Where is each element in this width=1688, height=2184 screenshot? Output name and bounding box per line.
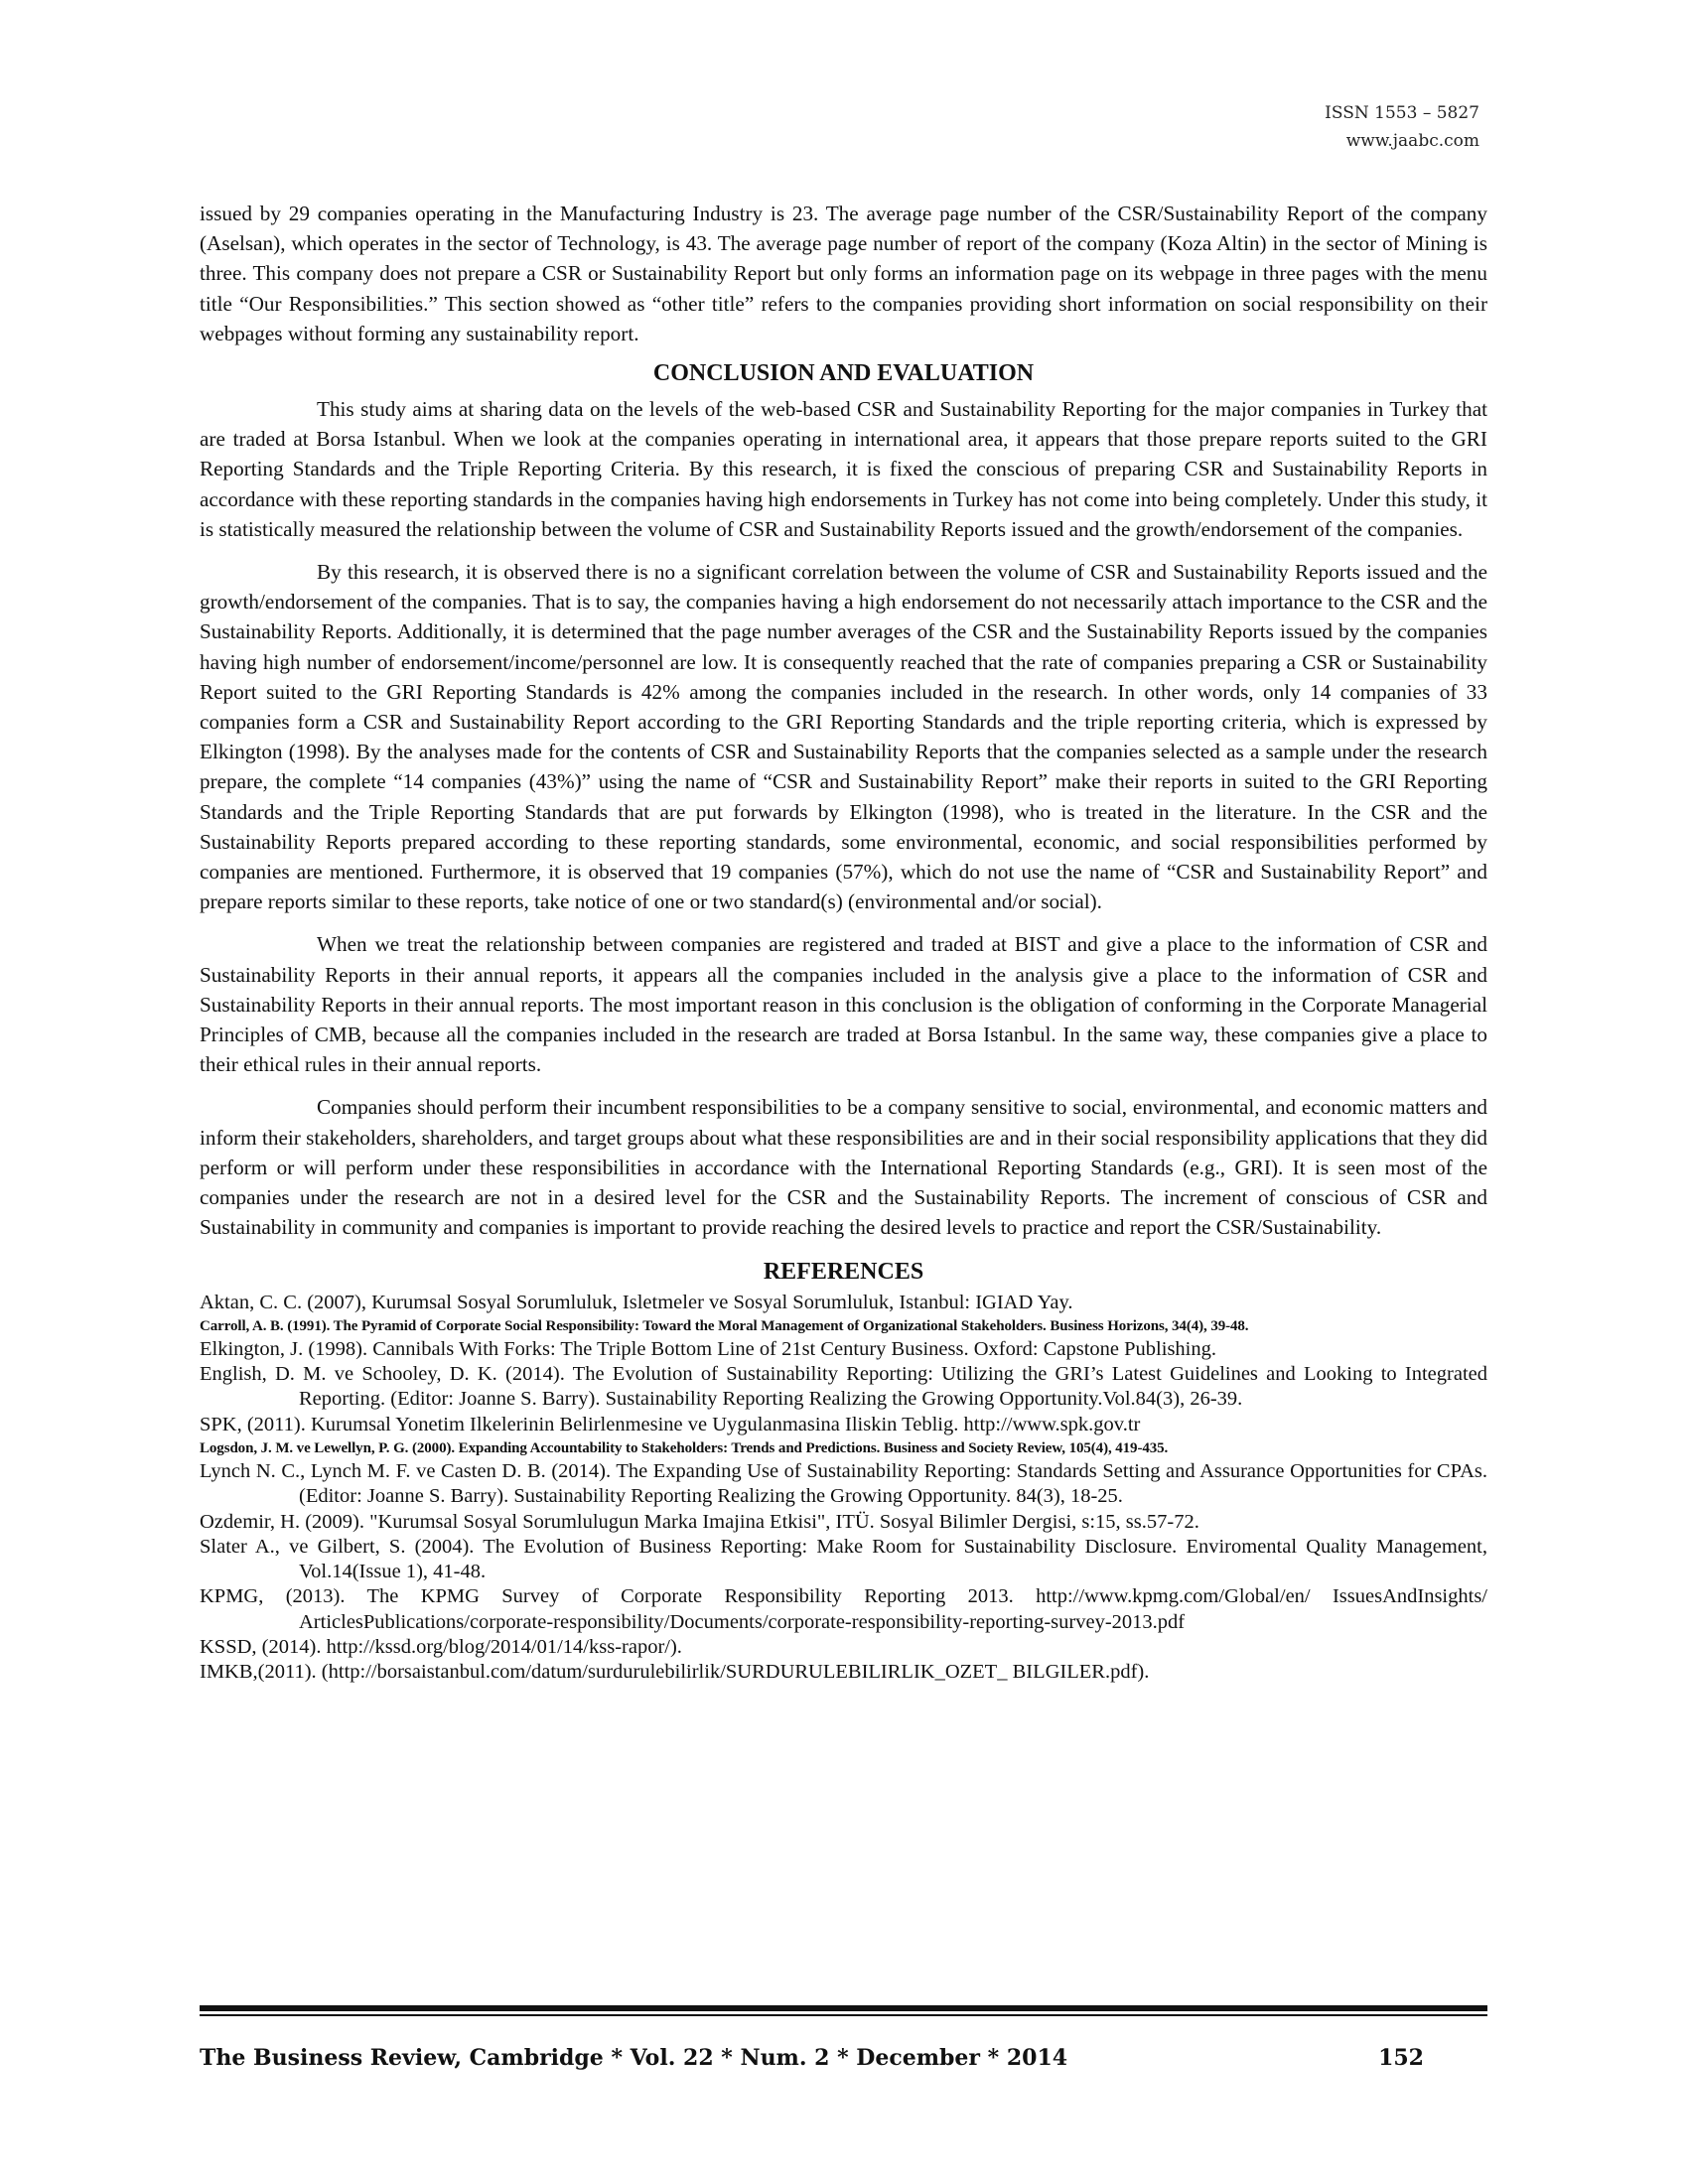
main-content	[200, 199, 1487, 1686]
page-footer	[200, 2043, 1487, 2073]
reference-item: SPK, (2011). Kurumsal Yonetim Ilkelerinin Belirlenmesine ve Uygulanmasina Iliskin Teblig. http://www.spk.gov.tr	[200, 1413, 1141, 1435]
journal-website: www.jaabc.com	[1345, 131, 1479, 151]
reference-item: Lynch N. C., Lynch M. F. ve Casten D. B. (2014). The Expanding Use of Sustainability Reporting: Standards Setting and Assurance Opportunities for CPAs. (Editor: Joanne S. Barry). Sustainability Reporting Realizing the Growing Opportunity. 84(3), 18-25.	[200, 1459, 1487, 1508]
conclusion-paragraph: By this research, it is observed there is no a significant correlation between the volume of CSR and Sustainability Reports issued and the growth/endorsement of the companies. That is to say, the companies having a high endorsement do not necessarily attach importance to the CSR and the Sustainability Reports. Additionally, it is determined that the page number averages of the CSR and the Sustainability Reports issued by the companies having high number of endorsement/income/personnel are low. It is consequently reached that the rate of companies preparing a CSR or Sustainability Report suited to the GRI Reporting Standards is 42% among the companies included in the research. In other words, only 14 companies of 33 companies form a CSR and Sustainability Report according to the GRI Reporting Standards and the triple reporting criteria, which is expressed by Elkington (1998). By the analyses made for the contents of CSR and Sustainability Reports that the companies selected as a sample under the research prepare, the complete “14 companies (43%)” using the name of “CSR and Sustainability Report” make their reports in suited to the GRI Reporting Standards and the Triple Reporting Standards that are put forwards by Elkington (1998), who is treated in the literature. In the CSR and the Sustainability Reports prepared according to these reporting standards, some environmental, economic, and social responsibilities performed by companies are mentioned. Furthermore, it is observed that 19 companies (57%), which do not use the name of “CSR and Sustainability Report” and prepare reports similar to these reports, take notice of one or two standard(s) (environmental and/or social).	[200, 560, 1487, 914]
footer-divider	[200, 2005, 1487, 2011]
references-heading: REFERENCES	[763, 1258, 924, 1285]
conclusion-paragraph: This study aims at sharing data on the levels of the web-based CSR and Sustainability Reporting for the major companies in Turkey that are traded at Borsa Istanbul. When we look at the companies operating in international area, it appears that those prepare reports suited to the GRI Reporting Standards and the Triple Reporting Criteria. By this research, it is fixed the conscious of preparing CSR and Sustainability Reports in accordance with these reporting standards in the companies having high endorsements in Turkey has not come into being completely. Under this study, it is statistically measured the relationship between the volume of CSR and Sustainability Reports issued and the growth/endorsement of the companies.	[200, 397, 1487, 541]
reference-item: KPMG, (2013). The KPMG Survey of Corporate Responsibility Reporting 2013. http://www.kpmg.com/Global/en/ IssuesAndInsights/ ArticlesPublications/corporate-responsibility/Documents/corporate-responsibility-reporting-survey-2013.pdf	[200, 1585, 1487, 1633]
reference-item: KSSD, (2014). http://kssd.org/blog/2014/01/14/kss-rapor/).	[200, 1636, 682, 1659]
reference-item: Ozdemir, H. (2009). "Kurumsal Sosyal Sorumlulugun Marka Imajina Etkisi", ITÜ. Sosyal Bilimler Dergisi, s:15, ss.57-72.	[200, 1510, 1199, 1533]
reference-item: Elkington, J. (1998). Cannibals With Forks: The Triple Bottom Line of 21st Century Business. Oxford: Capstone Publishing.	[200, 1337, 1216, 1360]
reference-item: Logsdon, J. M. ve Lewellyn, P. G. (2000). Expanding Accountability to Stakeholders: Trends and Predictions. Business and Society Review, 105(4), 419-435.	[200, 1439, 1169, 1456]
reference-item: English, D. M. ve Schooley, D. K. (2014). The Evolution of Sustainability Reporting: Utilizing the GRI’s Latest Guidelines and Looking to Integrated Reporting. (Editor: Joanne S. Barry). Sustainability Reporting Realizing the Growing Opportunity.Vol.84(3), 26-39.	[200, 1363, 1487, 1411]
reference-item: Carroll, A. B. (1991). The Pyramid of Corporate Social Responsibility: Toward the Moral Management of Organizational Stakeholders. Business Horizons, 34(4), 39-48.	[200, 1317, 1249, 1334]
reference-item: Aktan, C. C. (2007), Kurumsal Sosyal Sorumluluk, Isletmeler ve Sosyal Sorumluluk, Istanbul: IGIAD Yay.	[200, 1291, 1073, 1313]
footer-divider-thin	[200, 2014, 1487, 2016]
references-list	[200, 1291, 1487, 1686]
conclusion-paragraph: When we treat the relationship between companies are registered and traded at BIST and give a place to the information of CSR and Sustainability Reports in their annual reports, it appears all the companies included in the analysis give a place to the information of CSR and Sustainability Reports in their annual reports. The most important reason in this conclusion is the obligation of conforming in the Corporate Managerial Principles of CMB, because all the companies included in the research are traded at Borsa Istanbul. In the same way, these companies give a place to their ethical rules in their annual reports.	[200, 932, 1487, 1077]
intro-paragraph: issued by 29 companies operating in the Manufacturing Industry is 23. The average page number of the CSR/Sustainability Report of the company (Aselsan), which operates in the sector of Technology, is 43. The average page number of report of the company (Koza Altin) in the sector of Mining is three. This company does not prepare a CSR or Sustainability Report but only forms an information page on its webpage in three pages with the menu title “Our Responsibilities.” This section showed as “other title” refers to the companies providing short information on social responsibility on their webpages without forming any sustainability report.	[200, 202, 1487, 345]
reference-item: IMKB,(2011). (http://borsaistanbul.com/datum/surdurulebilirlik/SURDURULEBILIRLIK_OZET_ BILGILER.pdf).	[200, 1661, 1150, 1684]
issn-number: ISSN 1553 – 5827	[1325, 103, 1479, 123]
reference-item: Slater A., ve Gilbert, S. (2004). The Evolution of Business Reporting: Make Room for Sustainability Disclosure. Enviromental Quality Management, Vol.14(Issue 1), 41-48.	[200, 1535, 1487, 1583]
journal-citation: The Business Review, Cambridge * Vol. 22 * Num. 2 * December * 2014	[200, 2045, 1068, 2071]
page-number: 152	[1378, 2045, 1424, 2071]
conclusion-heading: CONCLUSION AND EVALUATION	[652, 360, 1035, 387]
journal-header	[1325, 99, 1479, 155]
conclusion-paragraph: Companies should perform their incumbent responsibilities to be a company sensitive to social, environmental, and economic matters and inform their stakeholders, shareholders, and target groups about what these responsibilities are and in their social responsibility applications that they did perform or will perform under these responsibilities in accordance with the International Reporting Standards (e.g., GRI). It is seen most of the companies under the research are not in a desired level for the CSR and the Sustainability Reports. The increment of conscious of CSR and Sustainability in community and companies is important to provide reaching the desired levels to practice and report the CSR/Sustainability.	[200, 1095, 1487, 1240]
